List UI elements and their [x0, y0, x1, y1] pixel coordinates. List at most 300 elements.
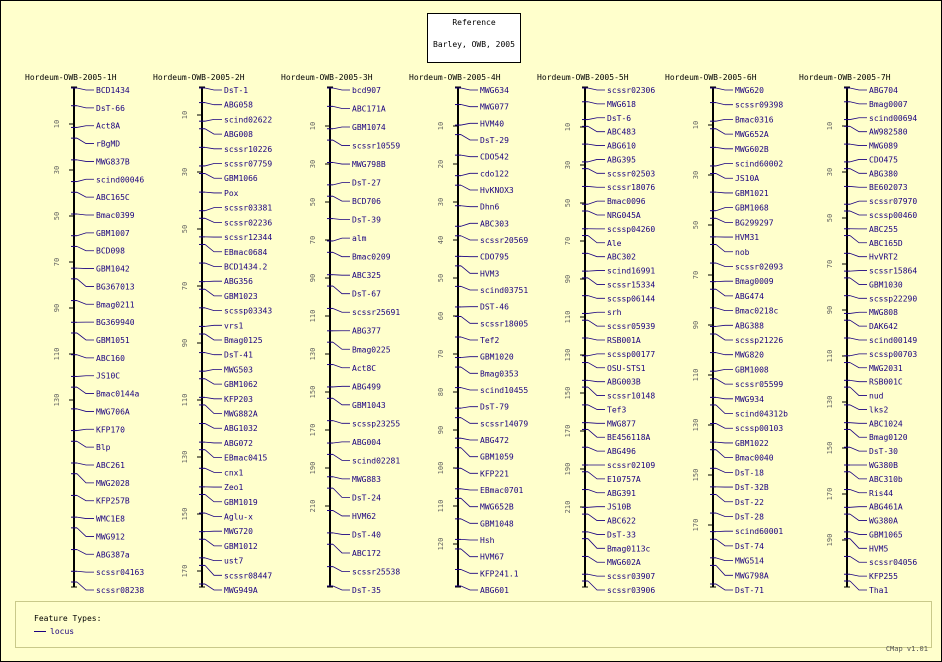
locus-label[interactable]: scssr25691	[352, 308, 401, 318]
locus-label[interactable]: ABG395	[607, 155, 636, 165]
map-title[interactable]: Hordeum-OWB-2005-5H	[537, 73, 629, 82]
locus-connector	[461, 337, 478, 340]
locus-label[interactable]: Blp	[96, 443, 111, 453]
locus-connector	[716, 88, 733, 90]
locus-connector	[850, 253, 867, 256]
locus-label[interactable]: MWG2031	[869, 363, 903, 373]
locus-connector	[716, 584, 733, 590]
locus-label[interactable]: scssr07970	[869, 197, 918, 207]
locus-label[interactable]: DsT-71	[735, 586, 764, 595]
locus-label[interactable]: scind02622	[224, 115, 273, 125]
locus-label[interactable]: GBM1020	[480, 352, 514, 362]
locus-label[interactable]: scssp03343	[224, 306, 273, 316]
locus-label[interactable]: DsT-79	[480, 402, 509, 412]
locus-label[interactable]: ABG004	[352, 437, 381, 447]
locus-label[interactable]: WMC1E8	[96, 514, 125, 524]
locus-label[interactable]: scssp00460	[869, 211, 918, 220]
locus-label[interactable]: GBM1023	[224, 291, 258, 301]
locus-label[interactable]: GBM1043	[352, 400, 386, 410]
locus-label[interactable]: JS10B	[607, 502, 632, 512]
locus-connector	[850, 296, 867, 299]
locus-label[interactable]: scssp04260	[607, 224, 656, 234]
locus-label[interactable]: EBmac0701	[480, 486, 524, 495]
locus-label[interactable]: BCD706	[352, 197, 381, 207]
locus-label[interactable]: vrs1	[224, 321, 244, 331]
map-title[interactable]: Hordeum-OWB-2005-1H	[25, 73, 117, 82]
locus-label[interactable]: Act8C	[352, 363, 377, 373]
locus-label[interactable]: BE456118A	[607, 433, 651, 443]
locus-label[interactable]: MWG706A	[96, 407, 130, 417]
locus-label[interactable]: BG369940	[96, 318, 135, 328]
locus-label[interactable]: MWG934	[735, 394, 764, 404]
locus-connector	[333, 308, 350, 312]
locus-connector	[333, 567, 350, 572]
locus-label[interactable]: DsT-33	[607, 530, 636, 540]
locus-connector	[716, 289, 733, 296]
locus-label[interactable]: ABG356	[224, 277, 253, 287]
axis-tick-label: 90	[181, 338, 189, 348]
locus-label[interactable]: RSB001C	[869, 377, 903, 387]
locus-label[interactable]: scind02281	[352, 456, 401, 466]
locus-label[interactable]: GBM1042	[96, 264, 130, 274]
locus-label[interactable]: ABC172	[352, 548, 381, 558]
axis-tick-label: 30	[692, 170, 700, 180]
axis-tick-label: 90	[564, 274, 572, 284]
locus-label[interactable]: HVM67	[480, 552, 505, 562]
locus-label[interactable]: scssp00103	[735, 424, 784, 434]
map-title[interactable]: Hordeum-OWB-2005-7H	[799, 73, 891, 82]
locus-label[interactable]: scssp23255	[352, 419, 401, 429]
locus-label[interactable]: scssr02236	[224, 218, 273, 228]
locus-connector	[461, 357, 478, 358]
locus-label[interactable]: Hsh	[480, 536, 495, 545]
locus-label[interactable]: ABG380	[869, 169, 898, 179]
locus-connector	[716, 263, 733, 266]
locus-label[interactable]: MWG089	[869, 141, 898, 151]
locus-label[interactable]: ABG391	[607, 488, 636, 498]
locus-label[interactable]: ABG377	[352, 326, 381, 336]
locus-label[interactable]: DsT-67	[352, 289, 381, 299]
locus-connector	[588, 271, 605, 272]
locus-label[interactable]: scind03751	[480, 286, 529, 295]
locus-label[interactable]: scssr18076	[607, 183, 656, 193]
locus-label[interactable]: scssp21226	[735, 336, 784, 345]
locus-label[interactable]: Bmac0218c	[735, 306, 779, 316]
locus-label[interactable]: scssr14079	[480, 419, 529, 429]
locus-connector	[461, 418, 478, 424]
locus-label[interactable]: ABC622	[607, 516, 636, 526]
locus-connector	[850, 312, 867, 313]
locus-label[interactable]: GBM1051	[96, 336, 130, 345]
locus-label[interactable]: Pox	[224, 188, 239, 198]
locus-label[interactable]: DsT-74	[735, 541, 764, 551]
locus-connector	[461, 448, 478, 457]
locus-label[interactable]: GBM1008	[735, 365, 769, 375]
locus-label[interactable]: ABG388	[735, 321, 764, 331]
locus-label[interactable]: DsT-39	[352, 215, 381, 225]
legend-item-label: locus	[50, 627, 75, 636]
locus-label[interactable]: DsT-22	[735, 497, 764, 507]
locus-label[interactable]: DsT-1	[224, 86, 249, 95]
locus-label[interactable]: scssr10148	[607, 391, 656, 401]
locus-label[interactable]: RSB001A	[607, 336, 641, 345]
locus-connector	[716, 513, 733, 516]
locus-label[interactable]: Tef3	[607, 405, 627, 415]
locus-label[interactable]: OSU-STS1	[607, 363, 646, 373]
locus-label[interactable]: GBM1007	[96, 228, 130, 238]
axis-tick-label: 110	[181, 393, 189, 407]
locus-label[interactable]: scssr25538	[352, 567, 401, 577]
locus-label[interactable]: ABC255	[869, 224, 898, 234]
locus-label[interactable]: scssr03906	[607, 586, 656, 595]
locus-label[interactable]: DsT-24	[352, 493, 381, 503]
locus-label[interactable]: KFP241.1	[480, 569, 519, 579]
locus-label[interactable]: GBM1021	[735, 188, 769, 198]
locus-label[interactable]: ABC261	[96, 461, 125, 470]
locus-label[interactable]: Bmac0144a	[96, 389, 140, 399]
locus-label[interactable]: GBM1059	[480, 452, 514, 462]
locus-label[interactable]: MWG620	[735, 86, 764, 95]
locus-connector	[205, 263, 222, 266]
axis-tick-label: 170	[181, 564, 189, 578]
locus-connector	[461, 155, 478, 157]
locus-label[interactable]: scssp00703	[869, 349, 918, 359]
locus-label[interactable]: KFP170	[96, 425, 125, 435]
locus-label[interactable]: MWG820	[735, 350, 764, 360]
locus-label[interactable]: HVM40	[480, 119, 505, 129]
locus-label[interactable]: scind16991	[607, 266, 656, 276]
locus-label[interactable]: Tef2	[480, 336, 500, 345]
locus-label[interactable]: GBM1062	[224, 380, 258, 390]
locus-label[interactable]: MWG503	[224, 365, 253, 375]
locus-label[interactable]: MWG602B	[735, 144, 769, 154]
locus-label[interactable]: ABG499	[352, 382, 381, 392]
locus-label[interactable]: srh	[607, 308, 622, 318]
locus-connector	[850, 271, 867, 272]
locus-label[interactable]: DsT-18	[735, 468, 764, 478]
locus-label[interactable]: DsT-32B	[735, 483, 769, 493]
locus-label[interactable]: scssr02109	[607, 461, 656, 470]
locus-label[interactable]: nud	[869, 391, 884, 401]
locus-label[interactable]: GBM1068	[735, 203, 769, 213]
locus-label[interactable]: GBM1048	[480, 519, 514, 529]
locus-connector	[716, 424, 733, 429]
axis-tick-label: 10	[692, 120, 700, 130]
axis-tick-label: 30	[826, 167, 834, 177]
locus-label[interactable]: ABG496	[607, 447, 636, 457]
locus-label[interactable]: ABC310b	[869, 474, 903, 484]
locus-connector	[461, 367, 478, 373]
locus-label[interactable]: Ale	[607, 238, 622, 248]
locus-label[interactable]: CDO542	[480, 152, 509, 162]
locus-label[interactable]: DsT-6	[607, 113, 632, 123]
locus-connector	[333, 106, 350, 108]
locus-connector	[588, 312, 605, 313]
locus-label[interactable]: DST-46	[480, 302, 509, 312]
locus-label[interactable]: cdo122	[480, 169, 509, 179]
locus-label[interactable]: scssr15334	[607, 280, 656, 290]
locus-label[interactable]: scssr08238	[96, 586, 145, 595]
locus-label[interactable]: GBM1066	[224, 174, 258, 184]
locus-label[interactable]: Bmac0096	[607, 197, 646, 207]
locus-label[interactable]: scind10455	[480, 386, 529, 395]
locus-label[interactable]: MWG949A	[224, 586, 258, 595]
locus-label[interactable]: MWG618	[607, 99, 636, 109]
locus-label[interactable]: ABC160	[96, 353, 125, 363]
locus-label[interactable]: ABC483	[607, 127, 636, 137]
locus-connector	[588, 556, 605, 562]
locus-label[interactable]: bcd907	[352, 86, 381, 95]
locus-label[interactable]: BG367013	[96, 282, 135, 292]
locus-label[interactable]: Bmag0009	[735, 277, 774, 287]
locus-label[interactable]: NRG045A	[607, 211, 641, 220]
locus-connector	[850, 88, 867, 90]
locus-label[interactable]: ABC171A	[352, 104, 386, 114]
locus-label[interactable]: lks2	[869, 405, 889, 415]
locus-label[interactable]: scssr07759	[224, 159, 273, 169]
locus-label[interactable]: scind00694	[869, 113, 918, 123]
locus-label[interactable]: ABC325	[352, 271, 381, 281]
map-title[interactable]: Hordeum-OWB-2005-2H	[153, 73, 245, 82]
locus-label[interactable]: MWG652A	[735, 130, 769, 140]
locus-label[interactable]: KFP221	[480, 469, 509, 479]
locus-label[interactable]: MWG720	[224, 527, 253, 537]
locus-label[interactable]: Bmac0399	[96, 211, 135, 220]
locus-label[interactable]: BCD1434.2	[224, 262, 268, 272]
axis-tick-label: 150	[826, 441, 834, 455]
locus-label[interactable]: EBmac0415	[224, 453, 268, 463]
locus-label[interactable]: ABG704	[869, 86, 898, 95]
locus-label[interactable]: ABG461A	[869, 502, 903, 512]
locus-connector	[716, 442, 733, 443]
locus-connector	[716, 244, 733, 251]
locus-label[interactable]: Bmag0007	[869, 99, 908, 109]
locus-label[interactable]: Act8A	[96, 121, 121, 131]
locus-label[interactable]: KFP257B	[96, 496, 130, 506]
locus-label[interactable]: scssp06144	[607, 294, 656, 304]
locus-label[interactable]: scind04312b	[735, 409, 788, 419]
locus-label[interactable]: DsT-41	[224, 350, 253, 360]
locus-label[interactable]: JS10C	[96, 371, 121, 381]
locus-label[interactable]: GBM1074	[352, 123, 386, 133]
locus-label[interactable]: scssr20569	[480, 236, 529, 245]
axis-tick-label: 110	[564, 310, 572, 324]
locus-label[interactable]: DsT-27	[352, 178, 381, 188]
locus-label[interactable]: HVM5	[869, 544, 889, 554]
locus-label[interactable]: MWG602A	[607, 558, 641, 568]
locus-label[interactable]: scind60002	[735, 159, 784, 169]
locus-label[interactable]: scssr05939	[607, 322, 656, 332]
locus-label[interactable]: DsT-40	[352, 530, 381, 540]
locus-label[interactable]: ABG072	[224, 438, 253, 448]
locus-label[interactable]: MWG877	[607, 419, 636, 429]
locus-label[interactable]: Zeo1	[224, 483, 244, 493]
locus-label[interactable]: ABG387a	[96, 550, 130, 560]
locus-label[interactable]: scssr09398	[735, 100, 784, 110]
locus-label[interactable]: scssp00177	[607, 349, 656, 359]
locus-label[interactable]: DsT-28	[735, 512, 764, 522]
locus-label[interactable]: alm	[352, 234, 367, 244]
locus-label[interactable]: CDO795	[480, 252, 509, 262]
axis-tick-label: 100	[437, 461, 445, 475]
locus-label[interactable]: KFP203	[224, 394, 253, 404]
locus-connector	[588, 201, 605, 204]
axis-tick-label: 170	[692, 518, 700, 532]
locus-label[interactable]: Dhn6	[480, 202, 500, 212]
locus-label[interactable]: GBM1019	[224, 497, 258, 507]
locus-label[interactable]: scssr02093	[735, 262, 784, 272]
locus-label[interactable]: Aglu-x	[224, 512, 253, 522]
locus-connector	[850, 338, 867, 340]
locus-label[interactable]: scssr18005	[480, 319, 529, 329]
locus-label[interactable]: EBmac0684	[224, 247, 268, 257]
locus-label[interactable]: Bmag0211	[96, 300, 135, 310]
locus-connector	[850, 514, 867, 520]
locus-label[interactable]: HvVRT2	[869, 252, 898, 262]
locus-label[interactable]: MWG798A	[735, 571, 769, 581]
locus-label[interactable]: BE602073	[869, 183, 908, 193]
locus-label[interactable]: scssr03907	[607, 572, 656, 582]
locus-label[interactable]: ABC165D	[869, 238, 903, 248]
locus-label[interactable]: GBM1030	[869, 280, 903, 290]
locus-label[interactable]: Bmag0353	[480, 369, 519, 379]
locus-label[interactable]: ABG601	[480, 586, 509, 595]
locus-label[interactable]: scssr15864	[869, 266, 918, 276]
locus-label[interactable]: HVM3	[480, 269, 500, 279]
locus-label[interactable]: rBgMD	[96, 139, 121, 149]
locus-label[interactable]: ABG474	[735, 291, 764, 301]
locus-label[interactable]: scssr10226	[224, 144, 273, 154]
locus-label[interactable]: MWG652B	[480, 502, 514, 512]
locus-connector	[850, 405, 867, 410]
locus-label[interactable]: MWG883	[352, 474, 381, 484]
locus-label[interactable]: GBM1022	[735, 438, 769, 448]
locus-label[interactable]: ABC303	[480, 219, 509, 229]
locus-label[interactable]: GBM1065	[869, 530, 903, 540]
locus-label[interactable]: scssr04056	[869, 558, 918, 568]
locus-label[interactable]: nob	[735, 247, 750, 257]
locus-label[interactable]: WG380A	[869, 516, 898, 526]
locus-label[interactable]: scind00149	[869, 336, 918, 345]
locus-connector	[850, 363, 867, 368]
locus-label[interactable]: GBM1012	[224, 541, 258, 551]
locus-connector	[333, 183, 350, 185]
locus-label[interactable]: scind60001	[735, 527, 784, 537]
locus-label[interactable]: BCD098	[96, 246, 125, 256]
locus-label[interactable]: DsT-66	[96, 103, 125, 113]
locus-label[interactable]: Bmac0316	[735, 115, 774, 125]
locus-label[interactable]: Bmag0113c	[607, 544, 651, 554]
locus-label[interactable]: ABC1024	[869, 419, 903, 429]
locus-label[interactable]: scssr02503	[607, 169, 656, 179]
locus-label[interactable]: Tha1	[869, 586, 889, 595]
locus-connector	[588, 278, 605, 285]
locus-connector	[205, 513, 222, 516]
locus-label[interactable]: HvKNOX3	[480, 186, 514, 195]
locus-label[interactable]: DAK642	[869, 322, 898, 332]
locus-label[interactable]: ABC302	[607, 252, 636, 262]
locus-connector	[461, 266, 478, 273]
locus-label[interactable]: WG380B	[869, 461, 898, 470]
locus-connector	[716, 565, 733, 575]
locus-label[interactable]: scind00046	[96, 175, 145, 185]
axis-tick-label: 70	[564, 236, 572, 246]
locus-label[interactable]: scssr02306	[607, 86, 656, 95]
locus-label[interactable]: Bmag0120	[869, 433, 908, 443]
locus-label[interactable]: ABG610	[607, 141, 636, 151]
locus-label[interactable]: MWG634	[480, 86, 509, 95]
locus-label[interactable]: Ris44	[869, 488, 894, 498]
map-title[interactable]: Hordeum-OWB-2005-3H	[281, 73, 373, 82]
locus-connector	[850, 380, 867, 381]
locus-connector	[77, 571, 94, 572]
locus-label[interactable]: ABG058	[224, 100, 253, 110]
locus-label[interactable]: MWG2028	[96, 478, 130, 488]
locus-label[interactable]: scssr10559	[352, 141, 401, 151]
locus-connector	[205, 539, 222, 546]
axis-tick-label: 50	[564, 198, 572, 208]
locus-label[interactable]: MWG808	[869, 308, 898, 318]
locus-label[interactable]: KFP255	[869, 572, 898, 582]
locus-label[interactable]: ABG1032	[224, 424, 258, 434]
locus-label[interactable]: HVM31	[735, 233, 760, 243]
axis-tick-label: 130	[309, 347, 317, 361]
locus-label[interactable]: BCD1434	[96, 86, 130, 95]
locus-label[interactable]: E10757A	[607, 474, 641, 484]
locus-label[interactable]: MWG077	[480, 102, 509, 112]
locus-label[interactable]: cnx1	[224, 468, 244, 478]
axis-tick-label: 30	[437, 197, 445, 207]
locus-label[interactable]: Bmag0225	[352, 345, 391, 355]
locus-label[interactable]: scssr03381	[224, 203, 273, 213]
locus-connector	[205, 129, 222, 134]
locus-label[interactable]: MWG798B	[352, 160, 386, 170]
locus-label[interactable]: ABG472	[480, 436, 509, 445]
legend-item-locus	[34, 627, 74, 636]
locus-label[interactable]: ABG003B	[607, 377, 641, 387]
map-title[interactable]: Hordeum-OWB-2005-4H	[409, 73, 501, 82]
locus-label[interactable]: MWG514	[735, 556, 764, 566]
locus-label[interactable]: ABC165C	[96, 193, 130, 203]
locus-label[interactable]: MWG912	[96, 532, 125, 542]
locus-label[interactable]: scssp22290	[869, 294, 918, 304]
locus-label[interactable]: scssr08447	[224, 571, 273, 581]
locus-label[interactable]: Bmag0125	[224, 336, 263, 345]
locus-connector	[850, 423, 867, 424]
locus-label[interactable]: AW982580	[869, 127, 908, 137]
locus-label[interactable]: Bmac0209	[352, 252, 391, 262]
locus-label[interactable]: DsT-29	[480, 136, 509, 145]
locus-label[interactable]: ABG008	[224, 130, 253, 140]
locus-label[interactable]: Bmac0040	[735, 453, 774, 463]
locus-label[interactable]: MWG837B	[96, 157, 130, 167]
locus-label[interactable]: HVM62	[352, 511, 377, 521]
locus-label[interactable]: scssr12344	[224, 233, 273, 243]
map-title[interactable]: Hordeum-OWB-2005-6H	[665, 73, 757, 82]
locus-connector	[77, 246, 94, 250]
locus-label[interactable]: CDO475	[869, 155, 898, 165]
locus-label[interactable]: BG299297	[735, 218, 774, 228]
locus-label[interactable]: scssr05599	[735, 380, 784, 390]
locus-label[interactable]: DsT-35	[352, 586, 381, 595]
locus-label[interactable]: ust7	[224, 556, 244, 566]
locus-connector	[850, 490, 867, 493]
locus-label[interactable]: JS10A	[735, 174, 760, 184]
locus-connector	[205, 103, 222, 105]
locus-label[interactable]: DsT-30	[869, 447, 898, 457]
locus-label[interactable]: scssr04163	[96, 568, 145, 578]
locus-label[interactable]: MWG882A	[224, 409, 258, 419]
